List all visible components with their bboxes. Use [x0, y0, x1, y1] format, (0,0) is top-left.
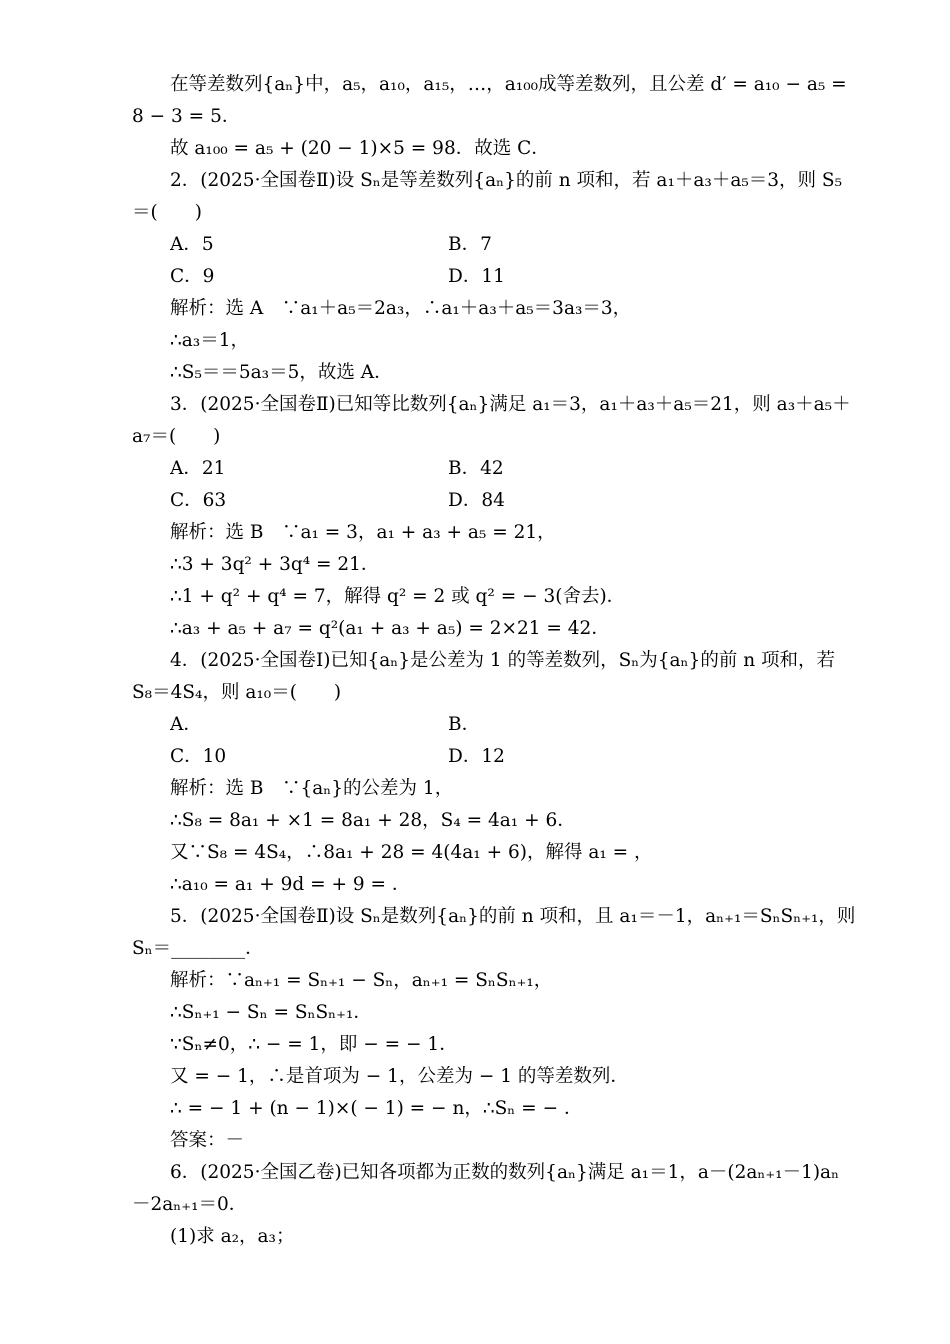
text-line: A．21 — [170, 458, 226, 479]
text-line: 5．(2025·全国卷Ⅱ)设 Sₙ是数列{aₙ}的前 n 项和，且 a₁＝－1，aₙ₊₁＝SₙSₙ₊₁，则 — [170, 906, 856, 927]
text-line: ∴a₃＝1， — [170, 330, 249, 351]
text-line: －2aₙ₊₁＝0． — [132, 1194, 248, 1215]
text-line: C．63 — [170, 490, 227, 511]
text-line: A．5 — [170, 234, 214, 255]
text-line: 答案：－ — [170, 1130, 245, 1151]
text-line: D．84 — [448, 490, 505, 511]
text-line: B．7 — [448, 234, 492, 255]
text-line: 6．(2025·全国乙卷)已知各项都为正数的数列{aₙ}满足 a₁＝1，a－(2aₙ₊₁－1)aₙ — [170, 1162, 840, 1183]
text-line: D．11 — [448, 266, 505, 287]
text-line: 在等差数列{aₙ}中，a₅，a₁₀，a₁₅，…，a₁₀₀成等差数列，且公差 d′ = a₁₀ − a₅ = — [170, 74, 847, 95]
text-line: 又∵S₈ = 4S₄，∴8a₁ + 28 = 4(4a₁ + 6)，解得 a₁ = ， — [170, 842, 653, 863]
text-line: Sₙ＝________． — [132, 938, 264, 959]
text-line: (1)求 a₂，a₃； — [170, 1226, 295, 1247]
text-line: a₇＝( ) — [132, 426, 221, 447]
text-line: S₈＝4S₄，则 a₁₀＝( ) — [132, 682, 342, 703]
text-line: ∴Sₙ₊₁ − Sₙ = SₙSₙ₊₁． — [170, 1002, 372, 1023]
text-line: ∴S₅＝＝5a₃＝5，故选 A． — [170, 362, 393, 383]
text-line: B．42 — [448, 458, 504, 479]
text-line: ∴1 + q² + q⁴ = 7，解得 q² = 2 或 q² = − 3(舍去)． — [170, 586, 626, 607]
text-line: 又 = − 1，∴是首项为 − 1，公差为 − 1 的等差数列． — [170, 1066, 629, 1087]
text-line: A． — [170, 714, 202, 735]
text-line: 解析：选 B ∵{aₙ}的公差为 1， — [170, 778, 454, 799]
text-line: 解析：∵aₙ₊₁ = Sₙ₊₁ − Sₙ，aₙ₊₁ = SₙSₙ₊₁， — [170, 970, 553, 991]
text-line: C．9 — [170, 266, 215, 287]
text-line: 解析：选 A ∵a₁＋a₅＝2a₃，∴a₁＋a₃＋a₅＝3a₃＝3， — [170, 298, 632, 319]
text-line: ∴a₃ + a₅ + a₇ = q²(a₁ + a₃ + a₅) = 2×21 = 42． — [170, 618, 610, 639]
text-line: ∵Sₙ≠0，∴ − = 1，即 − = − 1． — [170, 1034, 458, 1055]
text-line: 3．(2025·全国卷Ⅱ)已知等比数列{aₙ}满足 a₁＝3，a₁＋a₃＋a₅＝21，则 a₃＋a₅＋ — [170, 394, 851, 415]
text-line: D．12 — [448, 746, 505, 767]
text-line: 8 − 3 = 5． — [132, 106, 241, 127]
text-line: B． — [448, 714, 481, 735]
text-line: ＝( ) — [132, 202, 202, 223]
text-line: ∴a₁₀ = a₁ + 9d = + 9 = ． — [170, 874, 411, 895]
text-line: 4．(2025·全国卷Ⅰ)已知{aₙ}是公差为 1 的等差数列，Sₙ为{aₙ}的前 n 项和，若 — [170, 650, 836, 671]
text-line: 解析：选 B ∵a₁ = 3，a₁ + a₃ + a₅ = 21， — [170, 522, 556, 543]
text-line: C．10 — [170, 746, 227, 767]
text-line: 故 a₁₀₀ = a₅ + (20 − 1)×5 = 98．故选 C． — [170, 138, 550, 159]
text-line: 2．(2025·全国卷Ⅱ)设 Sₙ是等差数列{aₙ}的前 n 项和，若 a₁＋a₃＋a₅＝3，则 S₅ — [170, 170, 843, 191]
text-line: ∴S₈ = 8a₁ + ×1 = 8a₁ + 28，S₄ = 4a₁ + 6． — [170, 810, 576, 831]
text-line: ∴3 + 3q² + 3q⁴ = 21． — [170, 554, 380, 575]
text-line: ∴ = − 1 + (n − 1)×( − 1) = − n，∴Sₙ = − ． — [170, 1098, 583, 1119]
